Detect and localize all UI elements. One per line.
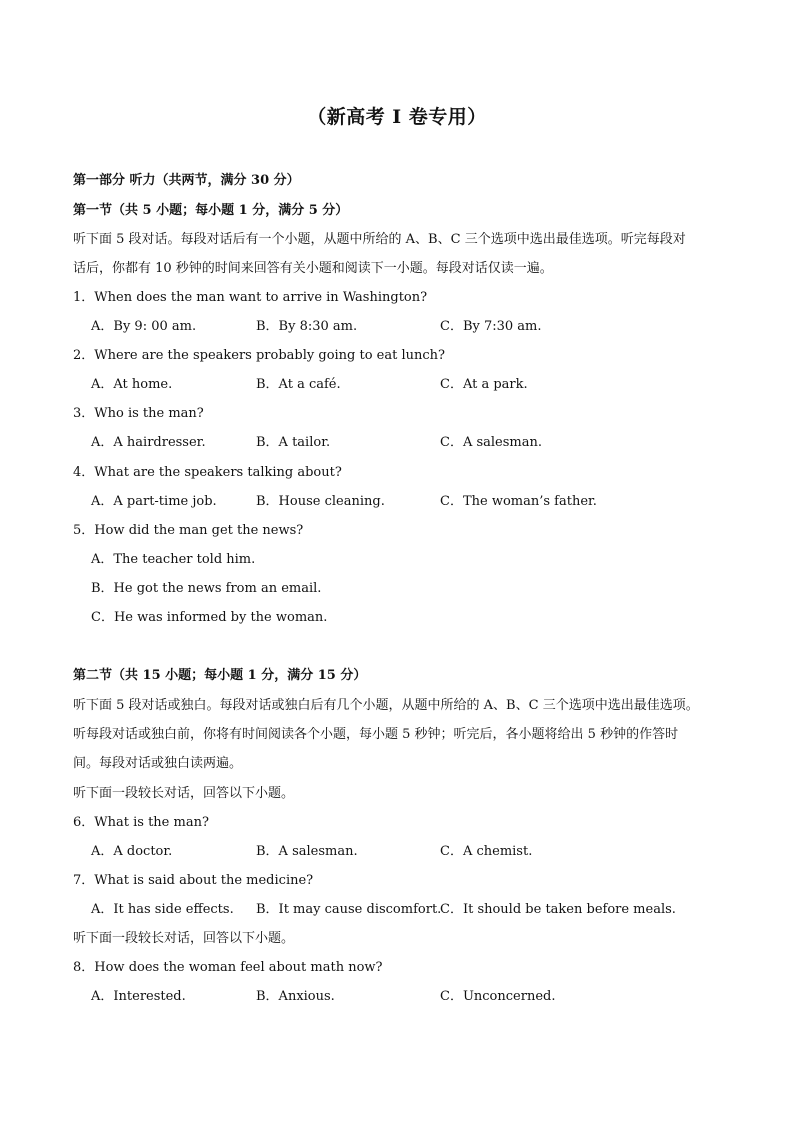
question-4-option-b: B．House cleaning. <box>256 494 385 509</box>
question-8-option-c: C．Unconcerned. <box>440 989 556 1004</box>
question-1-option-b: B．By 8:30 am. <box>256 319 358 334</box>
question-2-option-b: B．At a café. <box>256 377 341 392</box>
question-1-option-a: A．By 9: 00 am. <box>91 319 197 334</box>
question-6-option-a: A．A doctor. <box>91 844 173 859</box>
question-7: 7．What is said about the medicine? <box>73 873 314 888</box>
question-8-option-b: B．Anxious. <box>256 989 335 1004</box>
question-2-option-c: C．At a park. <box>440 377 528 392</box>
question-2-option-a: A．At home. <box>91 377 173 392</box>
question-8: 8．How does the woman feel about math now? <box>73 960 383 975</box>
question-1-option-c: C．By 7:30 am. <box>440 319 542 334</box>
question-5-option-c: C．He was informed by the woman. <box>91 610 328 625</box>
section1-instructions-line2: 话后，你都有 10 秒钟的时间来回答有关小题和阅读下一小题。每段对话仅读一遍。 <box>73 261 553 276</box>
question-2: 2．Where are the speakers probably going to eat lunch? <box>73 348 446 363</box>
question-3: 3．Who is the man? <box>73 406 204 421</box>
section2-instructions-line2: 听每段对话或独白前，你将有时间阅读各个小题，每小题 5 秒钟；听完后，各小题将给出 5 秒钟的作答时 <box>73 727 679 742</box>
section2-instructions-line3: 间。每段对话或独白读两遍。 <box>73 756 243 771</box>
question-4: 4．What are the speakers talking about? <box>73 465 342 480</box>
question-3-option-c: C．A salesman. <box>440 435 542 450</box>
section2-heading: 第二节（共 15 小题；每小题 1 分，满分 15 分） <box>73 668 367 683</box>
question-6-option-c: C．A chemist. <box>440 844 533 859</box>
question-5-option-b: B．He got the news from an email. <box>91 581 322 596</box>
question-4-option-c: C．The woman’s father. <box>440 494 597 509</box>
question-5: 5．How did the man get the news? <box>73 523 304 538</box>
section2-instructions-line1: 听下面 5 段对话或独白。每段对话或独白后有几个小题，从题中所给的 A、B、C 三个选项中选出最佳选项。 <box>73 698 699 713</box>
section1-instructions-line1: 听下面 5 段对话。每段对话后有一个小题，从题中所给的 A、B、C 三个选项中选出最佳选项。听完每段对 <box>73 232 686 247</box>
listen-prompt-2: 听下面一段较长对话，回答以下小题。 <box>73 931 295 946</box>
listen-prompt-1: 听下面一段较长对话，回答以下小题。 <box>73 786 295 801</box>
question-4-option-a: A．A part-time job. <box>91 494 217 509</box>
question-3-option-a: A．A hairdresser. <box>91 435 206 450</box>
question-6-option-b: B．A salesman. <box>256 844 358 859</box>
question-7-option-b: B．It may cause discomfort. <box>256 902 442 917</box>
part1-heading: 第一部分 听力（共两节，满分 30 分） <box>73 173 300 188</box>
section1-heading: 第一节（共 5 小题；每小题 1 分，满分 5 分） <box>73 203 349 218</box>
question-5-option-a: A．The teacher told him. <box>91 552 256 567</box>
question-3-option-b: B．A tailor. <box>256 435 331 450</box>
question-7-option-a: A．It has side effects. <box>91 902 234 917</box>
question-8-option-a: A．Interested. <box>91 989 186 1004</box>
question-7-option-c: C．It should be taken before meals. <box>440 902 676 917</box>
question-1: 1．When does the man want to arrive in Washington? <box>73 290 428 305</box>
question-6: 6．What is the man? <box>73 815 209 830</box>
page-title: （新高考 I 卷专用） <box>307 106 487 128</box>
